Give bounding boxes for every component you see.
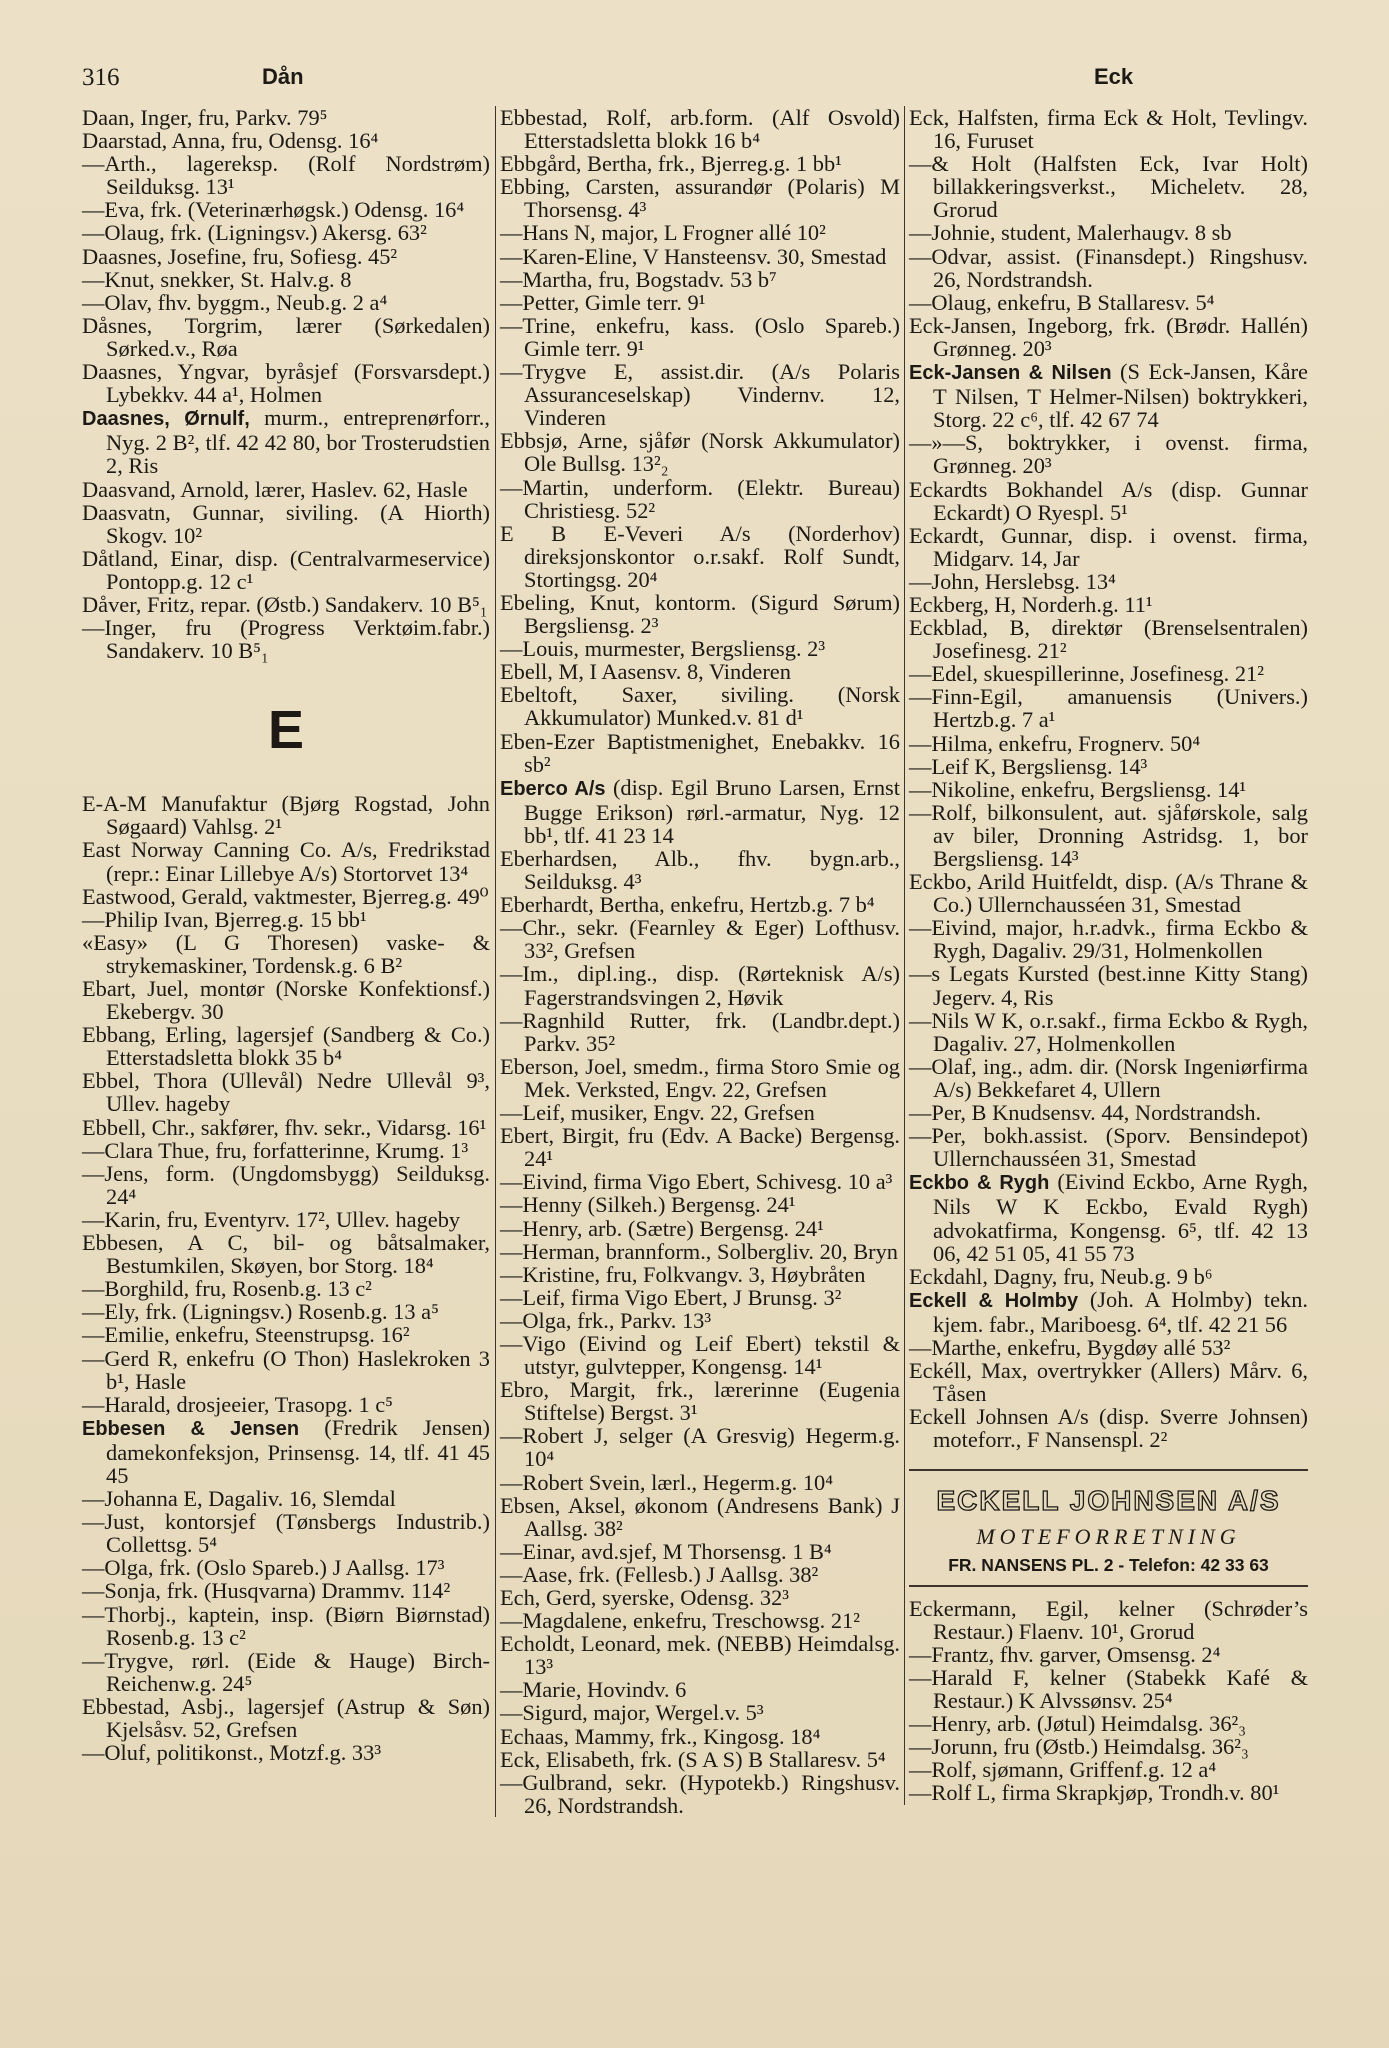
- entry-text: Ebart, Juel, montør (Norske Konfektionsf.) Ekebergv. 30: [82, 976, 490, 1025]
- entry-text: —Einar, avd.sjef, M Thorsensg. 1 B⁴: [500, 1538, 832, 1564]
- entry-text: —Rolf, sjømann, Griffenf.g. 12 a⁴: [909, 1757, 1217, 1783]
- entry-text: —Vigo (Eivind og Leif Ebert) tekstil & utstyr, gulvtepper, Kongensg. 14¹: [500, 1330, 900, 1380]
- entry-text: —Marthe, enkefru, Bygdøy allé 53²: [909, 1334, 1231, 1360]
- entry-text: —Olaug, enkefru, B Stallaresv. 5⁴: [909, 289, 1215, 315]
- directory-entry: [909, 1597, 1308, 1643]
- entry-text: —Leif, firma Vigo Ebert, J Brunsg. 3²: [500, 1284, 842, 1310]
- directory-entry: [500, 730, 900, 776]
- directory-entry: [82, 245, 490, 268]
- ad-address: FR. NANSENS PL. 2 - Telefon: 42 33 63: [909, 1554, 1308, 1587]
- entry-text: —Hans N, major, L Frogner allé 10²: [500, 220, 826, 246]
- directory-entry: [82, 792, 490, 838]
- directory-entry: [82, 314, 490, 360]
- directory-entry: [82, 406, 490, 477]
- directory-entry: [82, 1603, 490, 1649]
- entry-text: —Harald F, kelner (Stabekk Kafé & Restaur.) K Alvssønsv. 25⁴: [909, 1665, 1308, 1714]
- entry-text: —Emilie, enkefru, Steenstrupsg. 16²: [82, 1322, 410, 1348]
- column-2: [495, 106, 900, 1817]
- entry-text: —Odvar, assist. (Finansdept.) Ringshusv. 26, Nordstrandsh.: [909, 243, 1308, 292]
- entry-text: —Arth., lagereksp. (Rolf Nordstrøm) Seilduksg. 13¹: [82, 151, 490, 200]
- directory-entry: [82, 616, 490, 662]
- entry-text: Ebbestad, Rolf, arb.form. (Alf Osvold) Etterstadsletta blokk 16 b⁴: [500, 105, 900, 154]
- directory-entry: [500, 1563, 900, 1586]
- directory-entry: [500, 591, 900, 637]
- directory-entry: [82, 1347, 490, 1393]
- directory-entry: [500, 429, 900, 475]
- directory-entry: [82, 1231, 490, 1277]
- entry-text: Ebeltoft, Saxer, siviling. (Norsk Akkumulator) Munked.v. 81 d¹: [500, 682, 900, 731]
- directory-entry: [82, 1300, 490, 1323]
- entry-text: E-A-M Manufaktur (Bjørg Rogstad, John Søgaard) Vahlsg. 2¹: [82, 791, 490, 840]
- column-1: [82, 106, 490, 1764]
- directory-entry: [82, 221, 490, 244]
- entry-text: Dåver, Fritz, repar. (Østb.) Sandakerv. 10 B⁵₁: [82, 591, 488, 617]
- directory-entry: [500, 152, 900, 175]
- entry-text: —Sonja, frk. (Husqvarna) Drammv. 114²: [82, 1578, 451, 1604]
- directory-entry: [82, 1556, 490, 1579]
- entry-text: Ebeling, Knut, kontorm. (Sigurd Sørum) Bergsliensg. 2³: [500, 589, 900, 639]
- directory-entry: [909, 431, 1308, 477]
- entry-text: —Martha, fru, Bogstadv. 53 b⁷: [500, 266, 777, 292]
- entry-text: Daasvand, Arnold, lærer, Haslev. 62, Hasle: [82, 476, 468, 502]
- directory-entry: [500, 776, 900, 847]
- directory-entry: [82, 838, 490, 884]
- entry-text: —Olga, frk. (Oslo Spareb.) J Aallsg. 17³: [82, 1555, 445, 1581]
- entry-text: —Hilma, enkefru, Frognerv. 50⁴: [909, 730, 1201, 756]
- entry-text: Daasvatn, Gunnar, siviling. (A Hiorth) Skogv. 10²: [82, 499, 490, 548]
- directory-entry: [82, 1139, 490, 1162]
- entry-text: —Johanna E, Dagaliv. 16, Slemdal: [82, 1486, 396, 1512]
- directory-entry: [82, 1487, 490, 1510]
- directory-entry: [500, 1586, 900, 1609]
- directory-entry: [82, 268, 490, 291]
- directory-entry: [909, 616, 1308, 662]
- directory-entry: [500, 106, 900, 152]
- directory-entry: [500, 1240, 900, 1263]
- entry-text: —Henry, arb. (Jøtul) Heimdalsg. 36²₃: [909, 1711, 1247, 1737]
- entry-text: —Ragnhild Rutter, frk. (Landbr.dept.) Parkv. 35²: [500, 1007, 900, 1056]
- directory-entry: [82, 478, 490, 501]
- directory-entry: [500, 1055, 900, 1101]
- entry-text: —Marie, Hovindv. 6: [500, 1677, 687, 1703]
- directory-entry: [909, 152, 1308, 221]
- directory-entry: [500, 847, 900, 893]
- directory-entry: [909, 801, 1308, 870]
- entry-text: Ebbang, Erling, lagersjef (Sandberg & Co.) Etterstadsletta blokk 35 b⁴: [82, 1022, 490, 1071]
- directory-entry: [82, 198, 490, 221]
- directory-entry: [82, 129, 490, 152]
- directory-entry: [500, 962, 900, 1008]
- directory-entry: [500, 1286, 900, 1309]
- entry-text: Ebbell, Chr., sakfører, fhv. sekr., Vidarsg. 16¹: [82, 1114, 487, 1140]
- entry-text: —Olaug, frk. (Ligningsv.) Akersg. 63²: [82, 220, 427, 246]
- entry-bold-name: Ebbesen & Jensen: [82, 1417, 300, 1440]
- directory-entry: [500, 1748, 900, 1771]
- directory-entry: [500, 360, 900, 429]
- directory-entry: [500, 1632, 900, 1678]
- directory-entry: [500, 683, 900, 729]
- entry-text: Ebbesen, A C, bil- og båtsalmaker, Bestumkilen, Skøyen, bor Storg. 18⁴: [82, 1230, 490, 1279]
- directory-entry: [82, 1416, 490, 1487]
- entry-text: —Louis, murmester, Bergsliensg. 2³: [500, 636, 826, 662]
- entry-text: —Chr., sekr. (Fearnley & Eger) Lofthusv. 33², Grefsen: [500, 915, 900, 964]
- directory-entry: [500, 1378, 900, 1424]
- entry-text: Echoldt, Leonard, mek. (NEBB) Heimdalsg. 13³: [500, 1631, 900, 1680]
- entry-text: —Olav, fhv. byggm., Neub.g. 2 a⁴: [82, 289, 388, 315]
- directory-entry: [82, 360, 490, 406]
- entry-text: —»—S, boktrykker, i ovenst. firma, Grønneg. 20³: [909, 430, 1308, 479]
- directory-entry: [909, 1265, 1308, 1288]
- directory-entry: [82, 1323, 490, 1346]
- entry-text: Daan, Inger, fru, Parkv. 79⁵: [82, 105, 328, 130]
- entry-text: Eberson, Joel, smedm., firma Storo Smie og Mek. Verksted, Engv. 22, Grefsen: [500, 1053, 900, 1102]
- section-letter: E: [267, 700, 305, 761]
- directory-entry: [909, 221, 1308, 244]
- entry-text: —Edel, skuespillerinne, Josefinesg. 21²: [909, 661, 1264, 687]
- entry-text: Eckardt, Gunnar, disp. i ovenst. firma, Midgarv. 14, Jar: [909, 522, 1308, 571]
- directory-entry: [909, 1101, 1308, 1124]
- directory-entry: [500, 1217, 900, 1240]
- entry-text: —Nikoline, enkefru, Bergsliensg. 14¹: [909, 776, 1247, 802]
- entry-text: Echaas, Mammy, frk., Kingosg. 18⁴: [500, 1723, 821, 1749]
- directory-entry: [82, 152, 490, 198]
- entry-text: —Herman, brannform., Solbergliv. 20, Bryn: [500, 1238, 898, 1264]
- entry-text: Eck-Jansen, Ingeborg, frk. (Brødr. Hallén) Grønneg. 20³: [909, 312, 1308, 361]
- entry-text: —Jens, form. (Ungdomsbygg) Seilduksg. 24⁴: [82, 1160, 490, 1209]
- directory-entry: [82, 593, 490, 616]
- header-left-word: Dån: [262, 64, 304, 89]
- directory-entry: [909, 778, 1308, 801]
- directory-entry: [909, 1781, 1308, 1804]
- directory-entry: [500, 1771, 900, 1817]
- entry-text: —& Holt (Halfsten Eck, Ivar Holt) billakkeringsverkst., Micheletv. 28, Grorud: [909, 151, 1308, 223]
- entry-text: —Trygve E, assist.dir. (A/s Polaris Assuranceselskap) Vindernv. 12, Vinderen: [500, 359, 900, 431]
- directory-entry: [909, 291, 1308, 314]
- entry-text: —Per, bokh.assist. (Sporv. Bensindepot) Ullernchausséen 31, Smestad: [909, 1123, 1308, 1172]
- entry-text: (S Eck-Jansen, Kåre T Nilsen, T Helmer-Nilsen) boktrykkeri, Storg. 22 c⁶, tlf. 42 67 74: [933, 359, 1308, 433]
- entry-text: (disp. Egil Bruno Larsen, Ernst Bugge Erikson) rørl.-armatur, Nyg. 12 bb¹, tlf. 41 23 14: [524, 774, 900, 848]
- entry-text: —Eivind, firma Vigo Ebert, Schivesg. 10 a³: [500, 1169, 893, 1195]
- directory-entry: [909, 732, 1308, 755]
- directory-entry: [909, 870, 1308, 916]
- directory-entry: [909, 1735, 1308, 1758]
- directory-entry: [500, 1170, 900, 1193]
- directory-entry: [500, 1701, 900, 1724]
- directory-entry: [500, 1309, 900, 1332]
- entry-text: —Rolf, bilkonsulent, aut. sjåførskole, salg av biler, Dronning Astridsg. 1, bor Bergsliensg. 14³: [909, 799, 1308, 871]
- directory-entry: [500, 1263, 900, 1286]
- entry-text: Ebell, M, I Aasensv. 8, Vinderen: [500, 659, 791, 685]
- entry-text: —Frantz, fhv. garver, Omsensg. 2⁴: [909, 1641, 1221, 1667]
- entry-text: (Joh. A Holmby) tekn. kjem. fabr., Mariboesg. 6⁴, tlf. 42 21 56: [933, 1286, 1308, 1337]
- entry-text: —Aase, frk. (Fellesb.) J Aallsg. 38²: [500, 1561, 819, 1587]
- entry-text: Daasnes, Yngvar, byråsjef (Forsvarsdept.) Lybekkv. 44 a¹, Holmen: [82, 359, 490, 408]
- directory-entry: [500, 1424, 900, 1470]
- directory-entry: [82, 1069, 490, 1115]
- directory-entry: [82, 1695, 490, 1741]
- directory-entry: [82, 908, 490, 931]
- directory-entry: [82, 501, 490, 547]
- directory-entry: [909, 1170, 1308, 1264]
- entry-text: —Per, B Knudsensv. 44, Nordstrandsh.: [909, 1100, 1262, 1126]
- entry-text: —Kristine, fru, Folkvangv. 3, Høybråten: [500, 1261, 866, 1287]
- directory-entry: [82, 1579, 490, 1602]
- directory-entry: [82, 1277, 490, 1300]
- entry-text: —John, Herslebsg. 13⁴: [909, 568, 1116, 594]
- entry-text: Eckell Johnsen A/s (disp. Sverre Johnsen) moteforr., F Nansenspl. 2²: [909, 1404, 1308, 1453]
- entry-bold-name: Eckbo & Rygh: [909, 1172, 1050, 1195]
- directory-entry: [909, 524, 1308, 570]
- entry-text: —Borghild, fru, Rosenb.g. 13 c²: [82, 1276, 372, 1302]
- directory-entry: [500, 1009, 900, 1055]
- entry-text: «Easy» (L G Thoresen) vaske- & strykemaskiner, Tordensk.g. 6 B²: [82, 929, 490, 978]
- directory-entry: [909, 245, 1308, 291]
- entry-text: Eckéll, Max, overtrykker (Allers) Mårv. 6, Tåsen: [909, 1358, 1308, 1407]
- entry-text: Eckblad, B, direktør (Brenselsentralen) Josefinesg. 21²: [909, 615, 1308, 664]
- entry-text: Daarstad, Anna, fru, Odensg. 16⁴: [82, 128, 379, 154]
- entry-text: Ebbel, Thora (Ullevål) Nedre Ullevål 9³, Ullev. hageby: [82, 1068, 490, 1117]
- entry-text: —Rolf L, firma Skrapkjøp, Trondh.v. 80¹: [909, 1780, 1280, 1806]
- directory-entry: [500, 476, 900, 522]
- entry-text: Eckardts Bokhandel A/s (disp. Gunnar Eckardt) O Ryespl. 5¹: [909, 476, 1308, 525]
- directory-entry: [500, 893, 900, 916]
- entry-text: Eckdahl, Dagny, fru, Neub.g. 9 b⁶: [909, 1263, 1213, 1289]
- entry-text: —Knut, snekker, St. Halv.g. 8: [82, 266, 352, 292]
- entry-text: Eben-Ezer Baptistmenighet, Enebakkv. 16 sb²: [500, 728, 900, 777]
- directory-entry: [909, 1288, 1308, 1336]
- entry-text: E B E-Veveri A/s (Norderhov) direksjonskontor o.r.sakf. Rolf Sundt, Stortingsg. 20⁴: [500, 520, 900, 592]
- directory-entry: [909, 1666, 1308, 1712]
- entry-text: —Thorbj., kaptein, insp. (Biørn Biørnstad) Rosenb.g. 13 c²: [82, 1601, 490, 1650]
- entry-text: —Oluf, politikonst., Motzf.g. 33³: [82, 1740, 382, 1766]
- entry-text: —Johnie, student, Malerhaugv. 8 sb: [909, 220, 1232, 246]
- entry-text: Eastwood, Gerald, vaktmester, Bjerreg.g. 49⁰: [82, 883, 489, 909]
- entry-text: —Leif K, Bergsliensg. 14³: [909, 753, 1148, 779]
- directory-entry: [909, 570, 1308, 593]
- entry-bold-name: Eberco A/s: [500, 777, 606, 800]
- ad-subtitle: MOTEFORRETNING: [976, 1523, 1241, 1549]
- directory-entry: [500, 1101, 900, 1124]
- directory-entry: [82, 1162, 490, 1208]
- directory-entry: [909, 1055, 1308, 1101]
- entry-text: Ebbestad, Asbj., lagersjef (Astrup & Søn) Kjelsåsv. 52, Grefsen: [82, 1693, 490, 1742]
- directory-entry: [909, 1712, 1308, 1735]
- directory-entry: [500, 1193, 900, 1216]
- directory-entry: [909, 593, 1308, 616]
- entry-text: —Ely, frk. (Ligningsv.) Rosenb.g. 13 a⁵: [82, 1299, 439, 1325]
- entry-text: Eck, Halfsten, firma Eck & Holt, Tevlingv. 16, Furuset: [909, 105, 1308, 154]
- directory-entry: [500, 1678, 900, 1701]
- header-right-word: Eck: [1094, 64, 1134, 89]
- entry-text: —Nils W K, o.r.sakf., firma Eckbo & Rygh, Dagaliv. 27, Holmenkollen: [909, 1007, 1308, 1056]
- directory-entry: [82, 106, 490, 129]
- directory-entry: [500, 1471, 900, 1494]
- directory-entry: [500, 314, 900, 360]
- directory-entry: [82, 1649, 490, 1695]
- entry-text: Ebbgård, Bertha, frk., Bjerreg.g. 1 bb¹: [500, 151, 842, 177]
- directory-entry: [500, 175, 900, 221]
- entry-text: —Eivind, major, h.r.advk., firma Eckbo & Rygh, Dagaliv. 29/31, Holmenkollen: [909, 915, 1308, 964]
- entry-text: —Olga, frk., Parkv. 13³: [500, 1307, 712, 1333]
- entry-text: murm., entreprenørforr., Nyg. 2 B², tlf. 42 42 80, bor Trosterudstien 2, Ris: [106, 405, 490, 479]
- directory-entry: [909, 106, 1308, 152]
- entry-text: Ebsen, Aksel, økonom (Andresens Bank) J Aallsg. 38²: [500, 1492, 900, 1541]
- directory-entry: [82, 1741, 490, 1764]
- entry-text: —Inger, fru (Progress Verktøim.fabr.) Sandakerv. 10 B⁵₁: [82, 615, 490, 664]
- entry-text: —Clara Thue, fru, forfatterinne, Krumg. 1³: [82, 1137, 469, 1163]
- entry-text: —Jorunn, fru (Østb.) Heimdalsg. 36²₃: [909, 1734, 1249, 1760]
- directory-entry: [82, 1393, 490, 1416]
- entry-text: —Olaf, ing., adm. dir. (Norsk Ingeniørfirma A/s) Bekkefaret 4, Ullern: [909, 1053, 1308, 1102]
- entry-text: —Petter, Gimle terr. 9¹: [500, 289, 706, 315]
- entry-text: —Martin, underform. (Elektr. Bureau) Christiesg. 52²: [500, 474, 900, 523]
- entry-text: (Fredrik Jensen) damekonfeksjon, Prinsensg. 14, tlf. 41 45 45: [106, 1414, 490, 1488]
- directory-entry: [500, 522, 900, 591]
- entry-text: —Eva, frk. (Veterinærhøgsk.) Odensg. 16⁴: [82, 197, 465, 223]
- entry-text: —Im., dipl.ing., disp. (Rørteknisk A/s) Fagerstrandsvingen 2, Høvik: [500, 961, 900, 1010]
- directory-entry: [909, 1009, 1308, 1055]
- entry-bold-name: Daasnes, Ørnulf,: [82, 408, 250, 431]
- entry-text: —Finn-Egil, amanuensis (Univers.) Hertzb.g. 7 a¹: [909, 684, 1308, 733]
- directory-entry: [909, 1405, 1308, 1451]
- entry-text: Ebbing, Carsten, assurandør (Polaris) M Thorsensg. 4³: [500, 174, 900, 223]
- entry-text: —Harald, drosjeeier, Trasopg. 1 c⁵: [82, 1391, 393, 1417]
- directory-entry: [909, 1758, 1308, 1781]
- entry-text: Dåsnes, Torgrim, lærer (Sørkedalen) Sørked.v., Røa: [82, 312, 490, 361]
- directory-entry: [909, 962, 1308, 1008]
- entry-text: —Henny (Silkeh.) Bergensg. 24¹: [500, 1192, 796, 1218]
- directory-entry: [909, 685, 1308, 731]
- advertisement: [909, 1469, 1308, 1586]
- entry-text: —Gerd R, enkefru (O Thon) Haslekroken 3 b¹, Hasle: [82, 1345, 490, 1394]
- directory-entry: [909, 662, 1308, 685]
- directory-entry: [500, 1725, 900, 1748]
- directory-entry: [82, 977, 490, 1023]
- entry-text: —Trygve, rørl. (Eide & Hauge) Birch-Reichenw.g. 24⁵: [82, 1647, 490, 1696]
- directory-entry: [82, 1116, 490, 1139]
- entry-text: Eberhardsen, Alb., fhv. bygn.arb., Seilduksg. 4³: [500, 846, 900, 895]
- directory-entry: [500, 221, 900, 244]
- directory-entry: [82, 1023, 490, 1069]
- entry-text: —Philip Ivan, Bjerreg.g. 15 bb¹: [82, 906, 367, 932]
- entry-text: Eck, Elisabeth, frk. (S A S) B Stallaresv. 5⁴: [500, 1746, 886, 1772]
- directory-entry: [500, 1609, 900, 1632]
- entry-text: Dåtland, Einar, disp. (Centralvarmeservice) Pontopp.g. 12 c¹: [82, 545, 490, 594]
- directory-entry: [500, 637, 900, 660]
- directory-entry: [500, 268, 900, 291]
- entry-text: —Magdalene, enkefru, Treschowsg. 21²: [500, 1608, 860, 1634]
- entry-text: —Sigurd, major, Wergel.v. 5³: [500, 1700, 764, 1726]
- entry-text: —Karen-Eline, V Hansteensv. 30, Smestad: [500, 243, 887, 269]
- directory-entry: [909, 755, 1308, 778]
- directory-entry: [909, 916, 1308, 962]
- entry-text: Ebert, Birgit, fru (Edv. A Backe) Bergensg. 24¹: [500, 1123, 900, 1172]
- entry-text: —Trine, enkefru, kass. (Oslo Spareb.) Gimle terr. 9¹: [500, 312, 900, 361]
- entry-text: —Robert J, selger (A Gresvig) Hegerm.g. 10⁴: [500, 1423, 900, 1472]
- entry-text: Ech, Gerd, syerske, Odensg. 32³: [500, 1585, 790, 1610]
- page-number: 316: [82, 64, 120, 91]
- directory-entry: [500, 1332, 900, 1378]
- entry-text: Eckbo, Arild Huitfeldt, disp. (A/s Thrane & Co.) Ullernchausséen 31, Smestad: [909, 869, 1308, 918]
- entry-text: Eberhardt, Bertha, enkefru, Hertzb.g. 7 b⁴: [500, 892, 875, 918]
- directory-entry: [500, 245, 900, 268]
- directory-entry: [500, 1124, 900, 1170]
- directory-entry: [82, 1208, 490, 1231]
- entry-text: (Eivind Eckbo, Arne Rygh, Nils W K Eckbo, Evald Rygh) advokatfirma, Kongensg. 6⁵, tlf. 42 13 06, 42 51 05, 41 55 73: [933, 1169, 1308, 1266]
- directory-entry: [909, 314, 1308, 360]
- entry-text: —Gulbrand, sekr. (Hypotekb.) Ringshusv. 26, Nordstrandsh.: [500, 1769, 900, 1818]
- ad-logo: ECKELL JOHNSEN A/S: [936, 1485, 1281, 1517]
- directory-entry: [82, 885, 490, 908]
- directory-entry: [500, 291, 900, 314]
- entry-text: —Just, kontorsjef (Tønsbergs Industrib.) Collettsg. 5⁴: [82, 1509, 490, 1558]
- directory-entry: [909, 1359, 1308, 1405]
- directory-entry: [909, 1336, 1308, 1359]
- entry-text: —s Legats Kursted (best.inne Kitty Stang) Jegerv. 4, Ris: [909, 961, 1308, 1010]
- entry-text: —Henry, arb. (Sætre) Bergensg. 24¹: [500, 1215, 824, 1241]
- entry-bold-name: Eckell & Holmby: [909, 1289, 1079, 1312]
- entry-text: —Leif, musiker, Engv. 22, Grefsen: [500, 1100, 815, 1126]
- entry-text: Eckberg, H, Norderh.g. 11¹: [909, 591, 1153, 617]
- entry-text: Eckermann, Egil, kelner (Schrøder’s Restaur.) Flaenv. 10¹, Grorud: [909, 1595, 1308, 1644]
- column-3: [904, 106, 1308, 1805]
- entry-text: —Karin, fru, Eventyrv. 17², Ullev. hageby: [82, 1206, 461, 1232]
- entry-text: Ebro, Margit, frk., lærerinne (Eugenia Stiftelse) Bergst. 3¹: [500, 1377, 900, 1426]
- directory-entry: [82, 291, 490, 314]
- directory-entry: [500, 660, 900, 683]
- directory-entry: [909, 360, 1308, 431]
- entry-bold-name: Eck-Jansen & Nilsen: [909, 362, 1112, 385]
- entry-text: Ebbsjø, Arne, sjåfør (Norsk Akkumulator) Ole Bullsg. 13²₂: [500, 428, 900, 477]
- entry-text: East Norway Canning Co. A/s, Fredrikstad (repr.: Einar Lillebye A/s) Stortorvet 13⁴: [82, 837, 490, 886]
- directory-entry: [500, 916, 900, 962]
- entry-text: Daasnes, Josefine, fru, Sofiesg. 45²: [82, 243, 398, 269]
- directory-entry: [82, 931, 490, 977]
- directory-entry: [500, 1540, 900, 1563]
- entry-text: —Robert Svein, lærl., Hegerm.g. 10⁴: [500, 1469, 834, 1495]
- directory-entry: [82, 1510, 490, 1556]
- directory-entry: [500, 1494, 900, 1540]
- directory-entry: [909, 1643, 1308, 1666]
- directory-entry: [82, 547, 490, 593]
- directory-entry: [909, 1124, 1308, 1170]
- page-header: [82, 64, 1292, 98]
- directory-entry: [909, 478, 1308, 524]
